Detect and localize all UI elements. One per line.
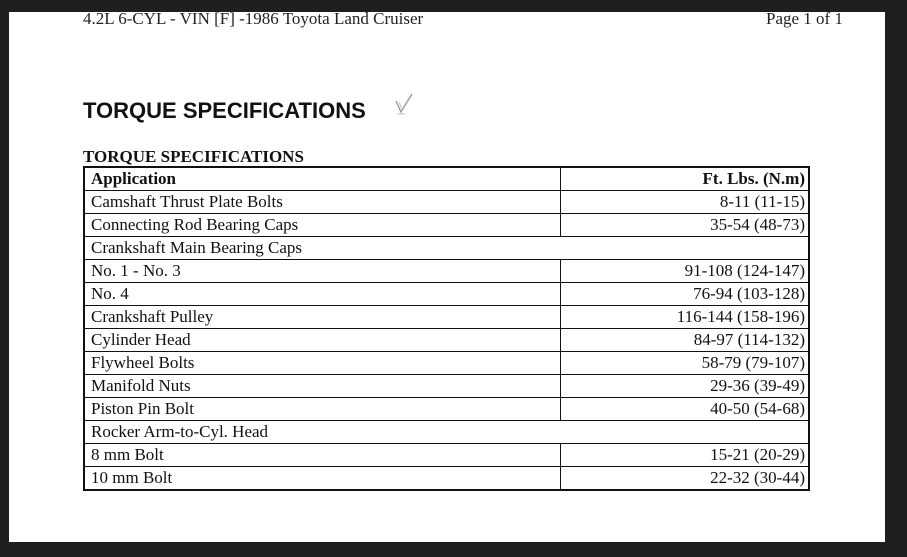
row-value: 58-79 (79-107) xyxy=(561,352,810,375)
table-row xyxy=(84,214,809,237)
document-page xyxy=(9,9,885,542)
column-header-value: Ft. Lbs. (N.m) xyxy=(561,167,810,191)
row-application: Connecting Rod Bearing Caps xyxy=(84,214,561,237)
row-value: 76-94 (103-128) xyxy=(561,283,810,306)
table-row xyxy=(84,421,809,444)
row-value: 91-108 (124-147) xyxy=(561,260,810,283)
table-header-row xyxy=(84,167,809,191)
table-row xyxy=(84,260,809,283)
table-row xyxy=(84,329,809,352)
page-title: TORQUE SPECIFICATIONS xyxy=(83,98,366,123)
column-header-application: Application xyxy=(84,167,561,191)
row-application: No. 1 - No. 3 xyxy=(84,260,561,283)
table-row xyxy=(84,191,809,214)
row-value: 8-11 (11-15) xyxy=(561,191,810,214)
row-application: Camshaft Thrust Plate Bolts xyxy=(84,191,561,214)
table-row xyxy=(84,444,809,467)
table-row xyxy=(84,398,809,421)
row-application: Cylinder Head xyxy=(84,329,561,352)
torque-spec-table xyxy=(83,166,810,491)
row-application: Crankshaft Pulley xyxy=(84,306,561,329)
table-row xyxy=(84,467,809,491)
row-application: Piston Pin Bolt xyxy=(84,398,561,421)
document-header-title: 4.2L 6-CYL - VIN [F] -1986 Toyota Land Cruiser xyxy=(83,9,424,28)
page-number: Page 1 of 1 xyxy=(766,9,843,28)
row-value: 35-54 (48-73) xyxy=(561,214,810,237)
table-row xyxy=(84,283,809,306)
table-row xyxy=(84,237,809,260)
row-application-group: Rocker Arm-to-Cyl. Head xyxy=(84,421,809,444)
table-title: TORQUE SPECIFICATIONS xyxy=(83,147,304,166)
row-application: Flywheel Bolts xyxy=(84,352,561,375)
row-application: No. 4 xyxy=(84,283,561,306)
row-value: 22-32 (30-44) xyxy=(561,467,810,491)
row-value: 84-97 (114-132) xyxy=(561,329,810,352)
row-application-group: Crankshaft Main Bearing Caps xyxy=(84,237,809,260)
row-application: 8 mm Bolt xyxy=(84,444,561,467)
row-value: 116-144 (158-196) xyxy=(561,306,810,329)
table-row xyxy=(84,306,809,329)
row-application: 10 mm Bolt xyxy=(84,467,561,491)
table-row xyxy=(84,352,809,375)
row-value: 15-21 (20-29) xyxy=(561,444,810,467)
row-application: Manifold Nuts xyxy=(84,375,561,398)
table-row xyxy=(84,375,809,398)
row-value: 40-50 (54-68) xyxy=(561,398,810,421)
check-mark-icon xyxy=(395,92,413,118)
row-value: 29-36 (39-49) xyxy=(561,375,810,398)
